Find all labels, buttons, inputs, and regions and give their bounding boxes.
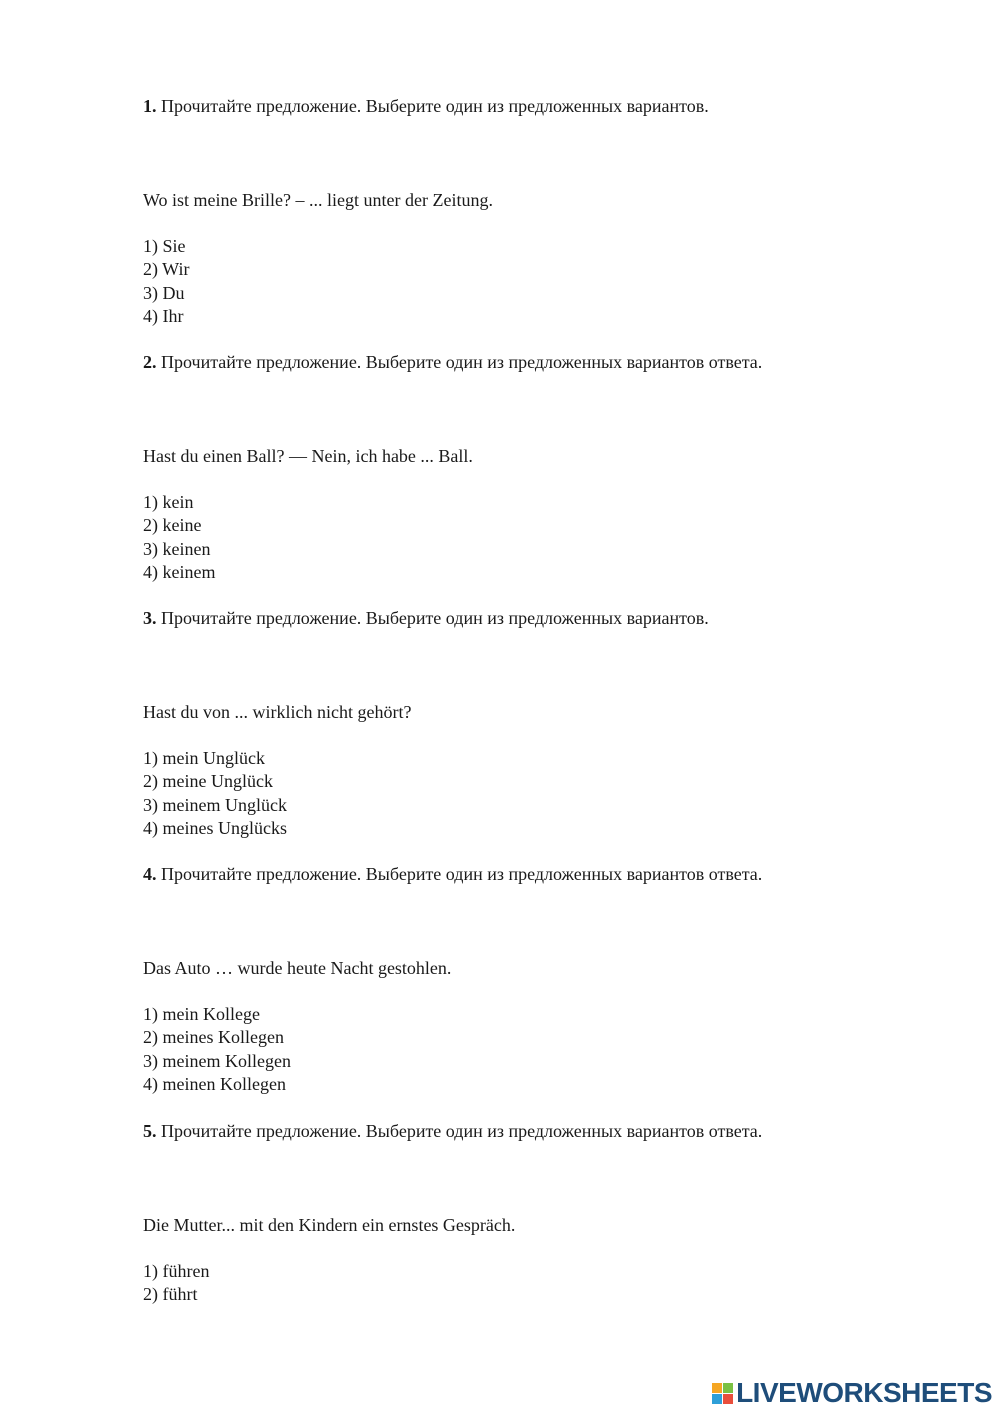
answer-option[interactable]: 2) meines Kollegen <box>143 1027 284 1048</box>
question-sentence: Die Mutter... mit den Kindern ein ernstes Gespräch. <box>143 1215 516 1235</box>
answer-option[interactable]: 2) Wir <box>143 259 190 280</box>
task-number: 1. <box>143 96 157 116</box>
task-number: 3. <box>143 608 157 628</box>
question-sentence: Wo ist meine Brille? – ... liegt unter der Zeitung. <box>143 190 493 210</box>
logo-mark-square <box>712 1383 722 1393</box>
answer-option[interactable]: 3) meinem Kollegen <box>143 1050 291 1071</box>
logo-mark-square <box>723 1383 733 1393</box>
task-number: 2. <box>143 352 157 372</box>
answer-option[interactable]: 1) kein <box>143 492 194 512</box>
answer-options <box>143 1003 291 1096</box>
answer-options <box>143 491 215 584</box>
answer-option[interactable]: 1) mein Unglück <box>143 748 265 768</box>
instruction-text: Прочитайте предложение. Выберите один из предложенных вариантов. <box>156 96 709 116</box>
task-1 <box>143 95 943 326</box>
task-5 <box>143 1120 943 1305</box>
instruction-text: Прочитайте предложение. Выберите один из предложенных вариантов ответа. <box>156 864 763 884</box>
logo-mark-square <box>723 1394 733 1404</box>
instruction-text: Прочитайте предложение. Выберите один из предложенных вариантов ответа. <box>156 352 763 372</box>
answer-option[interactable]: 2) keine <box>143 515 202 536</box>
question-sentence: Das Auto … wurde heute Nacht gestohlen. <box>143 958 452 978</box>
task-2 <box>143 351 943 582</box>
answer-option[interactable]: 4) meinen Kollegen <box>143 1073 286 1094</box>
task-instruction <box>143 95 943 118</box>
answer-option[interactable]: 3) meinem Unglück <box>143 794 287 815</box>
answer-options <box>143 1260 209 1307</box>
task-instruction <box>143 351 943 374</box>
question-sentence: Hast du von ... wirklich nicht gehört? <box>143 702 412 722</box>
liveworksheets-logo <box>712 1378 992 1408</box>
instruction-text: Прочитайте предложение. Выберите один из предложенных вариантов ответа. <box>156 1121 763 1141</box>
answer-option[interactable]: 3) keinen <box>143 538 211 559</box>
task-instruction <box>143 607 943 630</box>
answer-option[interactable]: 2) meine Unglück <box>143 771 273 792</box>
task-instruction <box>143 1120 943 1143</box>
task-number: 4. <box>143 864 157 884</box>
task-3 <box>143 607 943 838</box>
answer-option[interactable]: 4) meines Unglücks <box>143 817 287 838</box>
task-instruction <box>143 863 943 886</box>
logo-mark-square <box>712 1394 722 1404</box>
answer-option[interactable]: 1) Sie <box>143 236 186 256</box>
answer-option[interactable]: 4) Ihr <box>143 305 184 326</box>
task-4 <box>143 863 943 1094</box>
answer-option[interactable]: 1) führen <box>143 1261 210 1281</box>
answer-options <box>143 747 287 840</box>
answer-option[interactable]: 3) Du <box>143 282 185 303</box>
logo-text: LIVEWORKSHEETS <box>736 1377 992 1408</box>
logo-mark-icon <box>712 1383 733 1404</box>
instruction-text: Прочитайте предложение. Выберите один из предложенных вариантов. <box>156 608 709 628</box>
answer-option[interactable]: 2) führt <box>143 1284 198 1305</box>
answer-options <box>143 235 189 328</box>
answer-option[interactable]: 1) mein Kollege <box>143 1004 260 1024</box>
answer-option[interactable]: 4) keinem <box>143 561 216 582</box>
task-number: 5. <box>143 1121 157 1141</box>
question-sentence: Hast du einen Ball? — Nein, ich habe ... Ball. <box>143 446 473 466</box>
